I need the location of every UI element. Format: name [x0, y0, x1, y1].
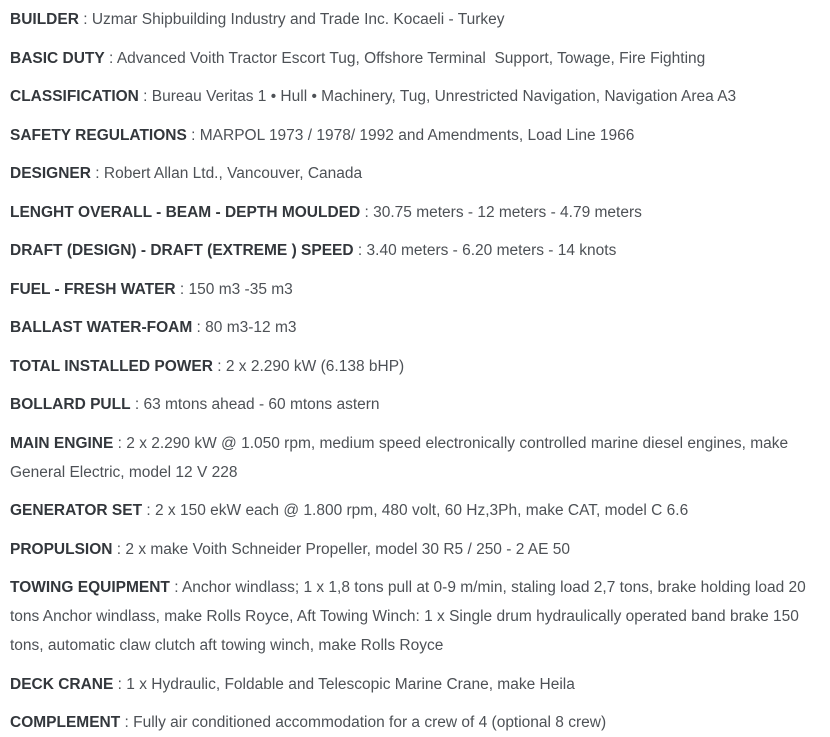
spec-row: [10, 275, 818, 304]
spec-row: [10, 708, 818, 737]
spec-label: GENERATOR SET: [10, 502, 143, 519]
spec-label: DESIGNER: [10, 165, 91, 182]
spec-separator: :: [112, 540, 126, 558]
spec-separator: :: [186, 126, 200, 144]
spec-value: Advanced Voith Tractor Escort Tug, Offshore Terminal Support, Towage, Fire Fighting: [116, 49, 706, 67]
spec-row: [10, 313, 818, 342]
spec-label: PROPULSION: [10, 540, 113, 558]
spec-value: 3.40 meters - 6.20 meters - 14 knots: [366, 242, 617, 259]
spec-value: 150 m3 -35 m3: [188, 280, 293, 298]
spec-value: Anchor windlass; 1 x 1,8 tons pull at 0-9 m/min, staling load 2,7 tons, brake holding load 20 tons Anchor windlass, make Rolls Royce, Aft Towing Winch: 1 x Single drum hydraulically operated band brake 150 tons, automatic claw clutch aft towing winch, make Rolls Royce: [10, 579, 811, 654]
spec-row: [10, 573, 818, 660]
spec-value: 2 x 150 ekW each @ 1.800 rpm, 480 volt, 60 Hz,3Ph, make CAT, model C 6.6: [154, 502, 689, 519]
spec-value: Robert Allan Ltd., Vancouver, Canada: [103, 165, 363, 182]
spec-value: 2 x 2.290 kW (6.138 bHP): [225, 357, 405, 375]
spec-row: [10, 429, 818, 487]
spec-separator: :: [130, 396, 144, 413]
spec-row: [10, 198, 818, 227]
spec-row: [10, 352, 818, 381]
spec-separator: :: [90, 165, 104, 182]
spec-row: [10, 496, 818, 525]
spec-value: 2 x make Voith Schneider Propeller, model 30 R5 / 250 - 2 AE 50: [125, 540, 571, 558]
spec-row: [10, 236, 818, 265]
spec-value: 1 x Hydraulic, Foldable and Telescopic Marine Crane, make Heila: [126, 675, 575, 693]
spec-label: COMPLEMENT: [10, 714, 121, 731]
spec-separator: :: [78, 11, 92, 28]
spec-label: BALLAST WATER-FOAM: [10, 319, 193, 336]
spec-label: BOLLARD PULL: [10, 396, 131, 413]
spec-label: FUEL - FRESH WATER: [10, 280, 176, 298]
spec-row: [10, 159, 818, 188]
spec-separator: :: [360, 203, 374, 221]
spec-separator: :: [113, 675, 127, 693]
spec-label: DECK CRANE: [10, 675, 114, 693]
spec-separator: :: [138, 88, 152, 105]
spec-separator: :: [142, 502, 155, 519]
spec-label: TOWING EQUIPMENT: [10, 579, 170, 596]
spec-separator: :: [104, 49, 117, 67]
spec-value: 80 m3-12 m3: [205, 319, 297, 336]
spec-separator: :: [169, 579, 182, 596]
spec-value: Bureau Veritas 1 • Hull • Machinery, Tug, Unrestricted Navigation, Navigation Area A3: [151, 88, 737, 105]
spec-row: [10, 82, 818, 111]
spec-separator: :: [192, 319, 206, 336]
spec-label: CLASSIFICATION: [10, 88, 139, 105]
spec-label: MAIN ENGINE: [10, 434, 114, 452]
spec-row: [10, 670, 818, 699]
spec-value: Fully air conditioned accommodation for a crew of 4 (optional 8 crew): [133, 714, 607, 731]
spec-label: DRAFT (DESIGN) - DRAFT (EXTREME ) SPEED: [10, 242, 354, 259]
spec-value: MARPOL 1973 / 1978/ 1992 and Amendments, Load Line 1966: [199, 126, 635, 144]
spec-row: [10, 5, 818, 34]
spec-value: 63 mtons ahead - 60 mtons astern: [143, 396, 380, 413]
spec-label: BASIC DUTY: [10, 49, 105, 67]
spec-row: [10, 44, 818, 73]
spec-label: LENGHT OVERALL - BEAM - DEPTH MOULDED: [10, 203, 361, 221]
spec-value: 2 x 2.290 kW @ 1.050 rpm, medium speed electronically controlled marine diesel engines, make General Electric, model 12 V 228: [10, 434, 793, 481]
spec-separator: :: [120, 714, 134, 731]
spec-separator: :: [212, 357, 226, 375]
spec-label: TOTAL INSTALLED POWER: [10, 357, 213, 375]
spec-separator: :: [113, 434, 127, 452]
spec-row: [10, 535, 818, 564]
spec-label: SAFETY REGULATIONS: [10, 126, 187, 144]
spec-row: [10, 390, 818, 419]
spec-label: BUILDER: [10, 11, 79, 28]
spec-value: 30.75 meters - 12 meters - 4.79 meters: [373, 203, 642, 221]
spec-row: [10, 121, 818, 150]
spec-separator: :: [175, 280, 189, 298]
spec-value: Uzmar Shipbuilding Industry and Trade Inc. Kocaeli - Turkey: [91, 11, 505, 28]
spec-separator: :: [353, 242, 367, 259]
